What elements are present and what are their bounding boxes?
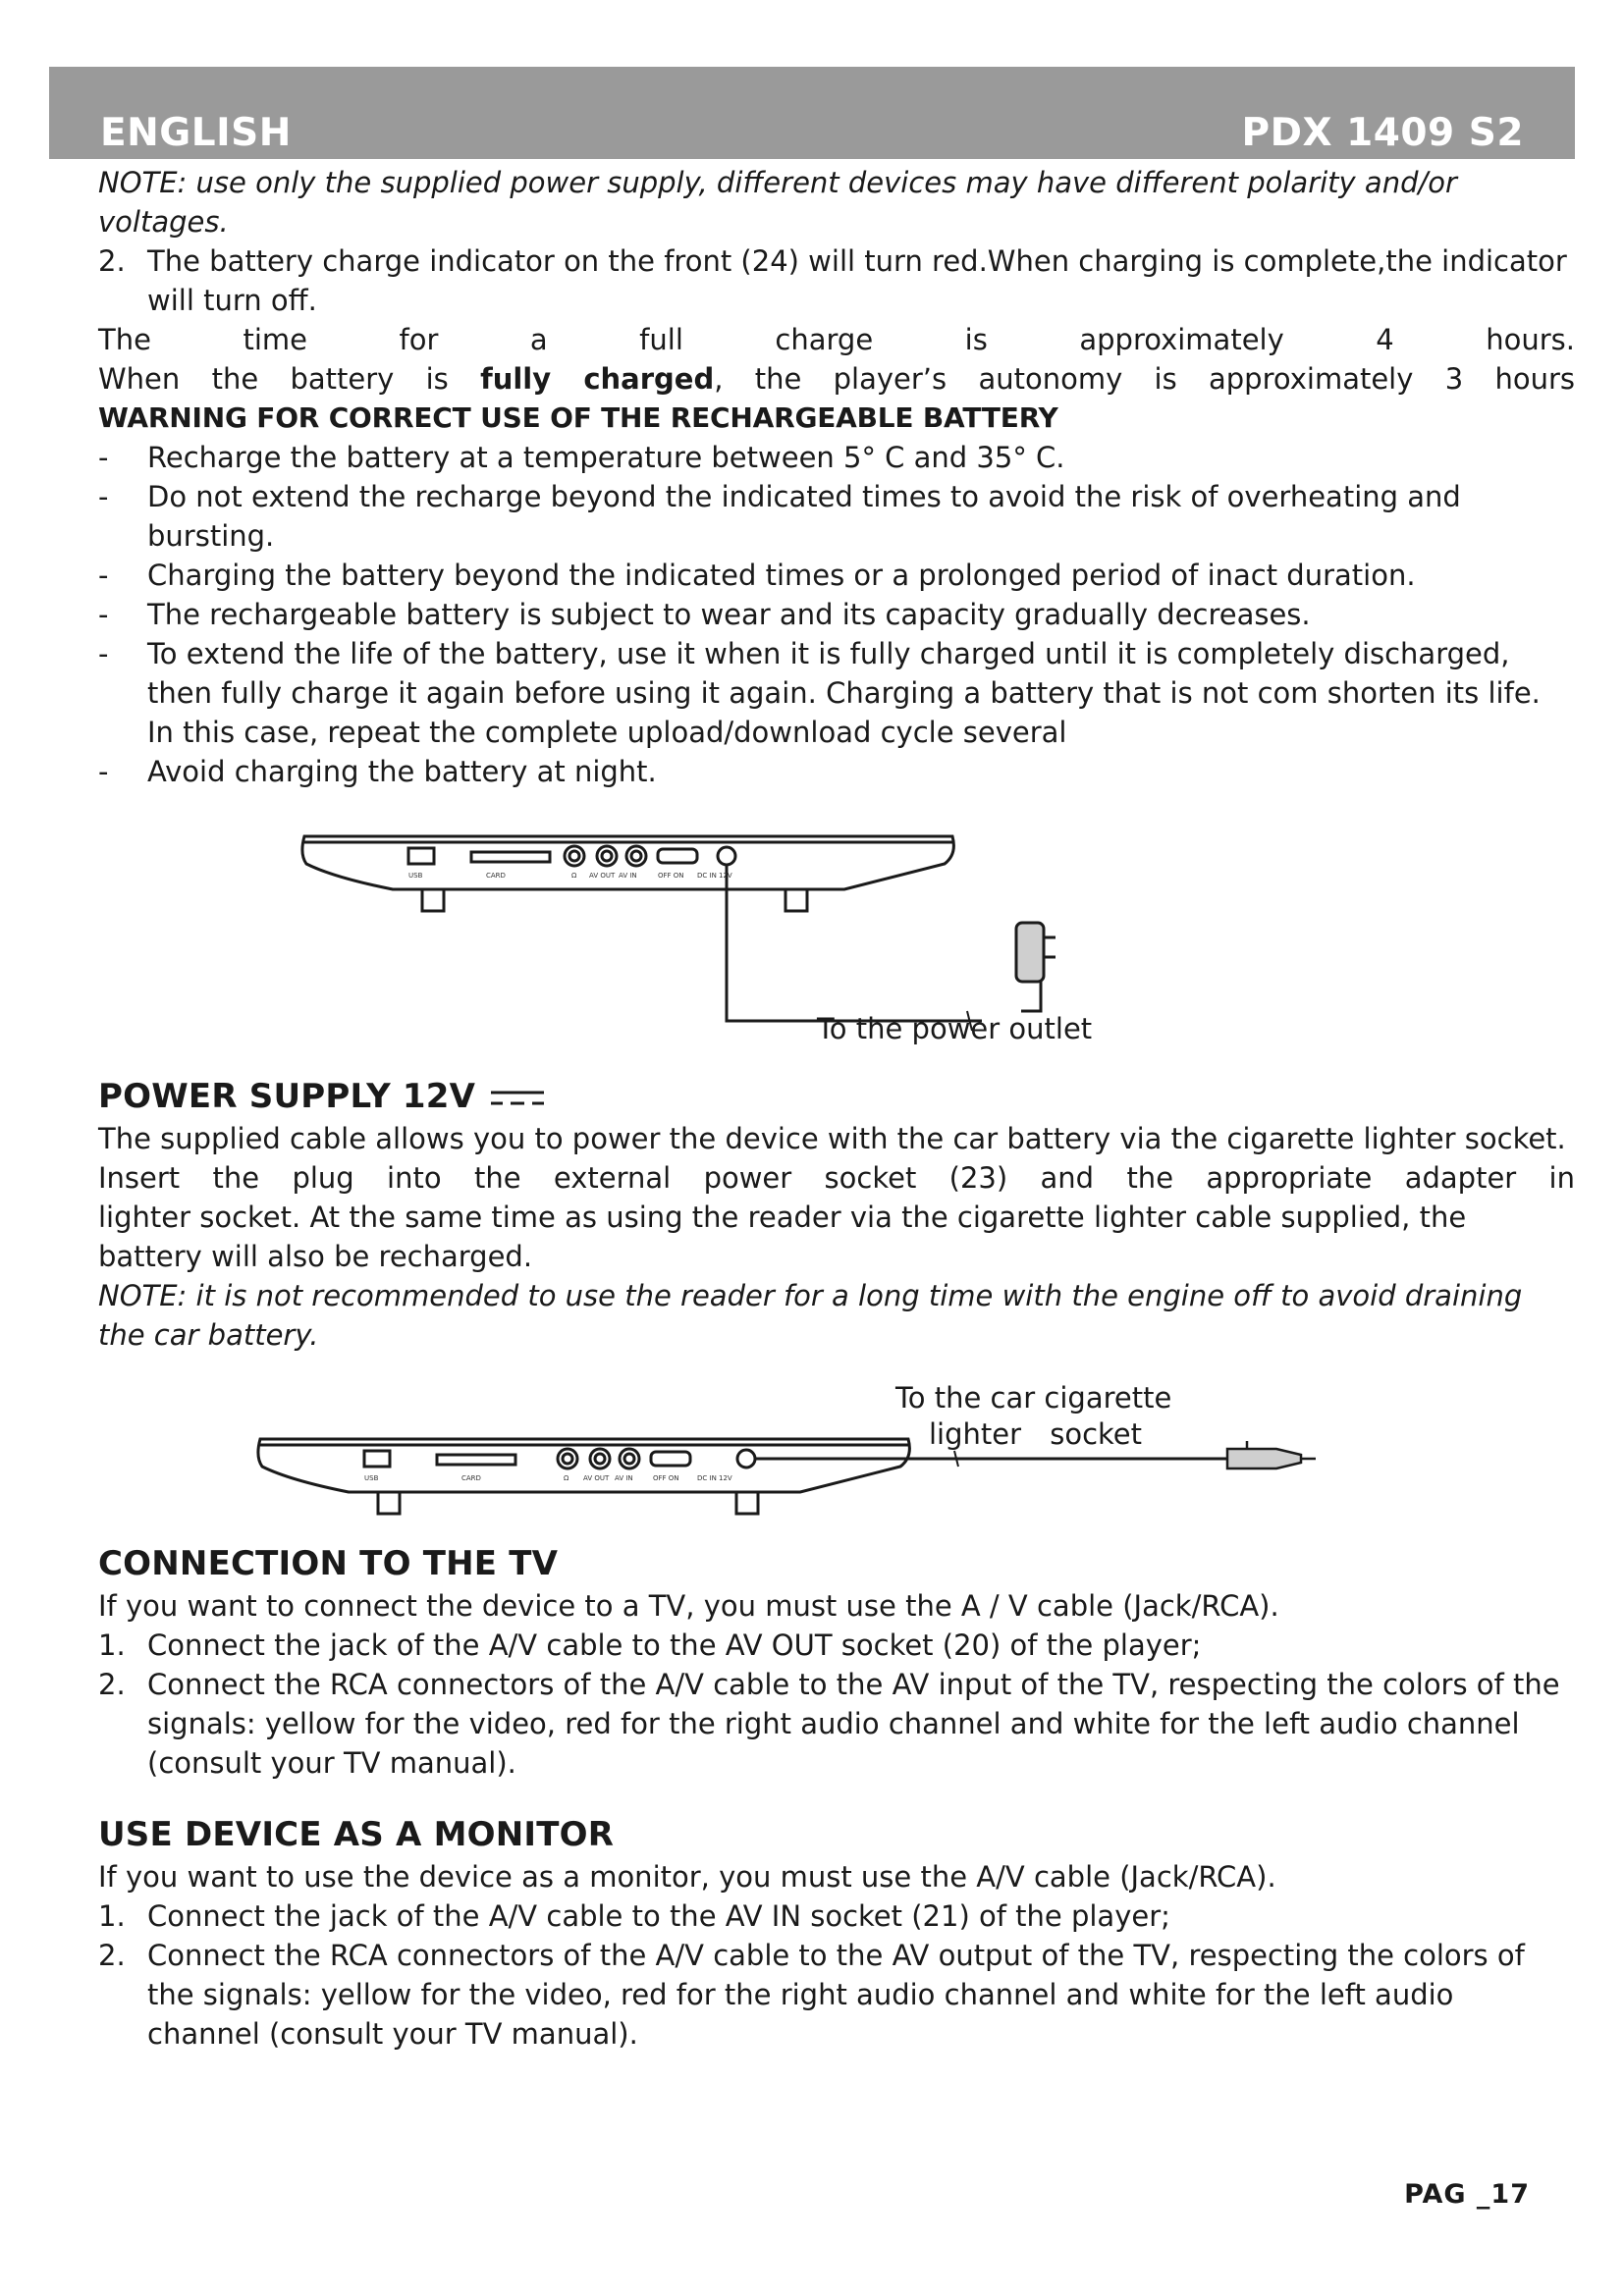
warning-text: Avoid charging the battery at night. [147,755,657,788]
power-supply-title [98,1074,1575,1119]
list-item [98,1896,1575,1936]
figure-power-outlet [98,815,1575,1070]
dc-symbol-icon [487,1087,548,1110]
monitor-intro: If you want to use the device as a monitor, you must use the A/V cable (Jack/RCA). [98,1860,1276,1894]
list-item [98,595,1575,634]
list-item [98,477,1575,556]
step-text: Connect the RCA connectors of the A/V cable to the AV input of the TV, respecting the colors of the signals: yellow for the video, red for the right audio channel and white for the left audio channel (consult your TV manual). [147,1668,1560,1780]
step-text: The battery charge indicator on the front (24) will turn red.When charging is complete,the indicator will turn off. [147,244,1567,317]
power-supply-note: NOTE: it is not recommended to use the reader for a long time with the engine off to avoid draining the car battery. [98,1279,1523,1352]
usb-port-label: USB [364,1474,379,1482]
figure2-caption-line2: lighter socket [929,1417,1143,1451]
figure1-caption: To the power outlet [817,1012,1093,1045]
intro-note: NOTE: use only the supplied power supply, different devices may have different polarity and/or voltages. [98,166,1457,239]
card-port-label: CARD [486,872,506,880]
list-item [98,634,1575,752]
av-in-port-label: AV IN [615,1474,633,1482]
model-label: PDX 1409 S2 [1241,111,1524,155]
warning-list [98,438,1575,791]
port-labels [364,1474,732,1482]
tv-steps [98,1626,1575,1783]
list-item [98,1665,1575,1783]
monitor-steps [98,1896,1575,2054]
card-port-label: CARD [461,1474,481,1482]
av-out-port-label: AV OUT [583,1474,610,1482]
figure-car-lighter [98,1372,1575,1537]
figure2-caption-line1: To the car cigarette [895,1381,1172,1415]
av-out-port-label: AV OUT [589,872,616,880]
dash-bullet: - [98,755,109,788]
page-number: PAG _17 [1404,2179,1530,2210]
warning-text: To extend the life of the battery, use it when it is fully charged until it is completely discharged, then fully charge it again before using it again. Charging a battery that is not com shorten its life. In this case, repeat the complete upload/download cycle several [147,637,1541,749]
headphone-port-label: Ω [564,1474,569,1482]
step-number: 2. [98,1668,126,1701]
headphone-port-label: Ω [571,872,577,880]
list-item [98,1626,1575,1665]
autonomy-pre: When the battery is [98,362,449,396]
warning-text: Charging the battery beyond the indicated times or a prolonged period of inact duration. [147,559,1416,592]
dash-bullet: - [98,480,109,513]
step-number: 1. [98,1899,126,1933]
car-lighter-plug-icon [1227,1441,1316,1468]
warning-text: The rechargeable battery is subject to wear and its capacity gradually decreases. [147,598,1311,631]
dc-in-port-label: DC IN 12V [697,872,732,880]
step-text: Connect the RCA connectors of the A/V cable to the AV output of the TV, respecting the colors of the signals: yellow for the video, red for the right audio channel and white for the left audio channel (consult your TV manual). [147,1939,1525,2051]
autonomy-post: , the player’s autonomy is approximately 3 hours [714,362,1575,396]
dc-in-port-label: DC IN 12V [697,1474,732,1482]
player-car-cable-diagram [98,1372,1575,1537]
usb-port-label: USB [408,872,423,880]
power-switch-label: OFF ON [658,872,684,880]
port-labels [408,872,732,880]
dash-bullet: - [98,441,109,474]
step-text: Connect the jack of the A/V cable to the AV IN socket (21) of the player; [147,1899,1170,1933]
av-in-port-label: AV IN [619,872,637,880]
warning-text: Do not extend the recharge beyond the indicated times to avoid the risk of overheating and bursting. [147,480,1461,553]
power-supply-p2: Insert the plug into the external power socket (23) and the appropriate adapter in [98,1161,1575,1195]
wall-adapter-icon [1016,923,1056,982]
intro-steps [98,241,1575,320]
power-supply-p3: lighter socket. At the same time as using the reader via the cigarette lighter cable supplied, the battery will also be recharged. [98,1201,1467,1273]
power-supply-p1: The supplied cable allows you to power the device with the car battery via the cigarette lighter socket. [98,1122,1566,1155]
page-header [49,67,1575,159]
list-item [98,1936,1575,2054]
autonomy-line [98,359,1575,399]
step-number: 1. [98,1629,126,1662]
warning-title: WARNING FOR CORRECT USE OF THE RECHARGEABLE BATTERY [98,401,1058,434]
step-text: Connect the jack of the A/V cable to the AV OUT socket (20) of the player; [147,1629,1202,1662]
list-item [98,556,1575,595]
power-supply-title-text: POWER SUPPLY 12V [98,1077,476,1116]
page-content [98,163,1575,2054]
step-number: 2. [98,1939,126,1972]
list-item [98,752,1575,791]
dash-bullet: - [98,598,109,631]
dash-bullet: - [98,637,109,670]
language-label: ENGLISH [100,111,292,155]
charge-time: The time for a full charge is approximately 4 hours. [98,323,1575,356]
power-switch-label: OFF ON [653,1474,679,1482]
step-number: 2. [98,244,126,278]
tv-section-title: CONNECTION TO THE TV [98,1544,559,1583]
tv-intro: If you want to connect the device to a TV, you must use the A / V cable (Jack/RCA). [98,1589,1279,1623]
player-side-view-icon [302,836,1041,1021]
dash-bullet: - [98,559,109,592]
monitor-section-title: USE DEVICE AS A MONITOR [98,1815,615,1854]
autonomy-bold: fully charged [480,362,715,396]
warning-text: Recharge the battery at a temperature between 5° C and 35° C. [147,441,1065,474]
list-item [98,241,1575,320]
list-item [98,438,1575,477]
